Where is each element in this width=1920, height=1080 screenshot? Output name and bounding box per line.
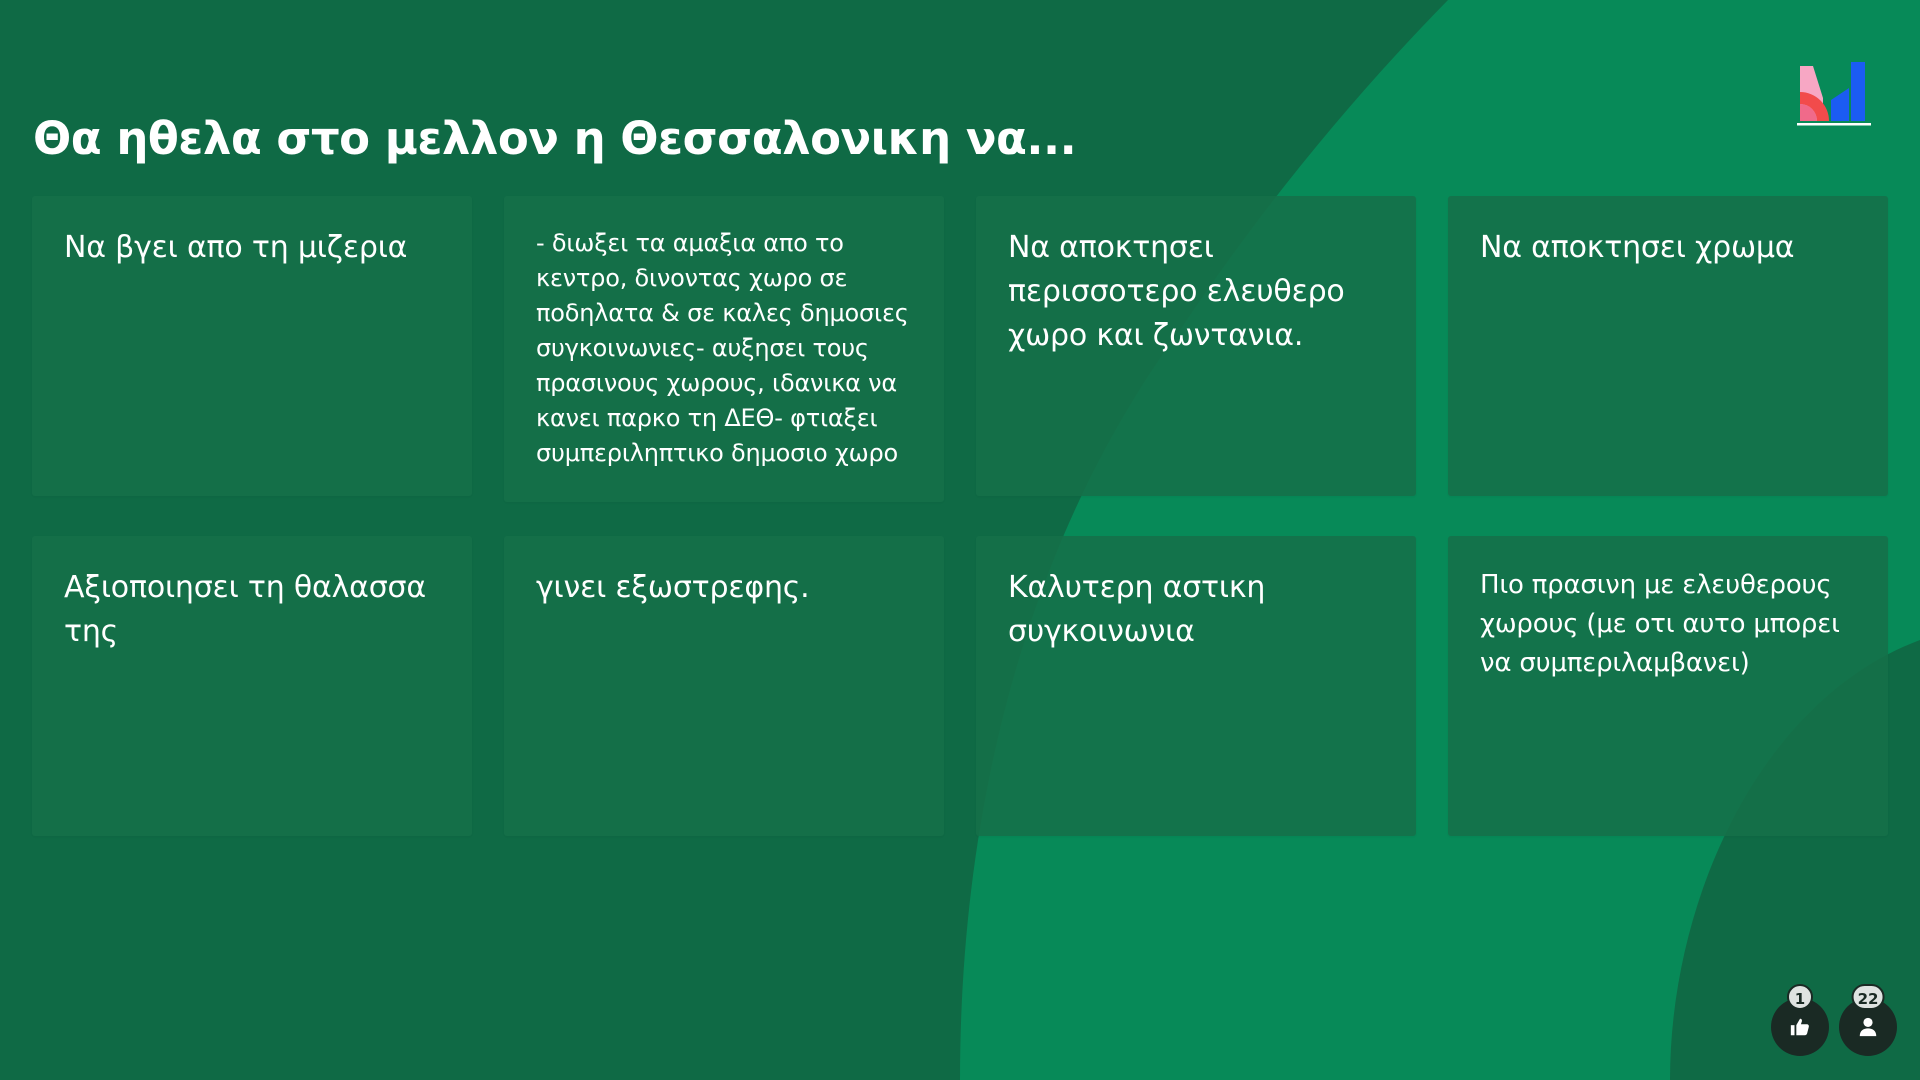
response-text: Πιο πρασινη με ελευθερους χωρους (με οτι αυτο μπορει να συμπεριλαμβανει) [1480, 570, 1840, 678]
participants-button[interactable] [1839, 990, 1897, 1056]
response-text: Να αποκτησει περισσοτερο ελευθερο χωρο και ζωντανια. [1008, 230, 1345, 353]
person-icon [1857, 1016, 1879, 1038]
response-text: - διωξει τα αμαξια απο το κεντρο, δινοντας χωρο σε ποδηλατα & σε καλες δημοσιες συγκοινωνιες- αυξησει τους πρασινους χωρους, ιδανικα να κανει παρκο τη ΔΕΘ- φτιαξει συμπεριληπτικο δημοσιο χωρο [536, 229, 909, 467]
participant-count-badge: 22 [1852, 984, 1885, 1010]
response-card [504, 536, 944, 836]
response-card [1448, 196, 1888, 496]
thumbs-up-icon [1789, 1016, 1811, 1038]
response-text: Να βγει απο τη μιζερια [64, 230, 408, 265]
like-reaction-button[interactable] [1771, 990, 1829, 1056]
response-card [976, 536, 1416, 836]
like-count-badge: 1 [1787, 984, 1813, 1010]
page-title: Θα ηθελα στο μελλον η Θεσσαλονικη να... [33, 112, 1077, 165]
response-text: Καλυτερη αστικη συγκοινωνια [1008, 570, 1266, 649]
response-text: γινει εξωστρεφης. [536, 570, 810, 605]
response-card [32, 196, 472, 496]
response-card [32, 536, 472, 836]
response-text: Να αποκτησει χρωμα [1480, 230, 1795, 265]
response-card [504, 196, 944, 502]
response-card [976, 196, 1416, 496]
response-text: Αξιοποιησει τη θαλασσα της [64, 570, 426, 649]
response-card [1448, 536, 1888, 836]
mentimeter-logo [1795, 58, 1875, 128]
